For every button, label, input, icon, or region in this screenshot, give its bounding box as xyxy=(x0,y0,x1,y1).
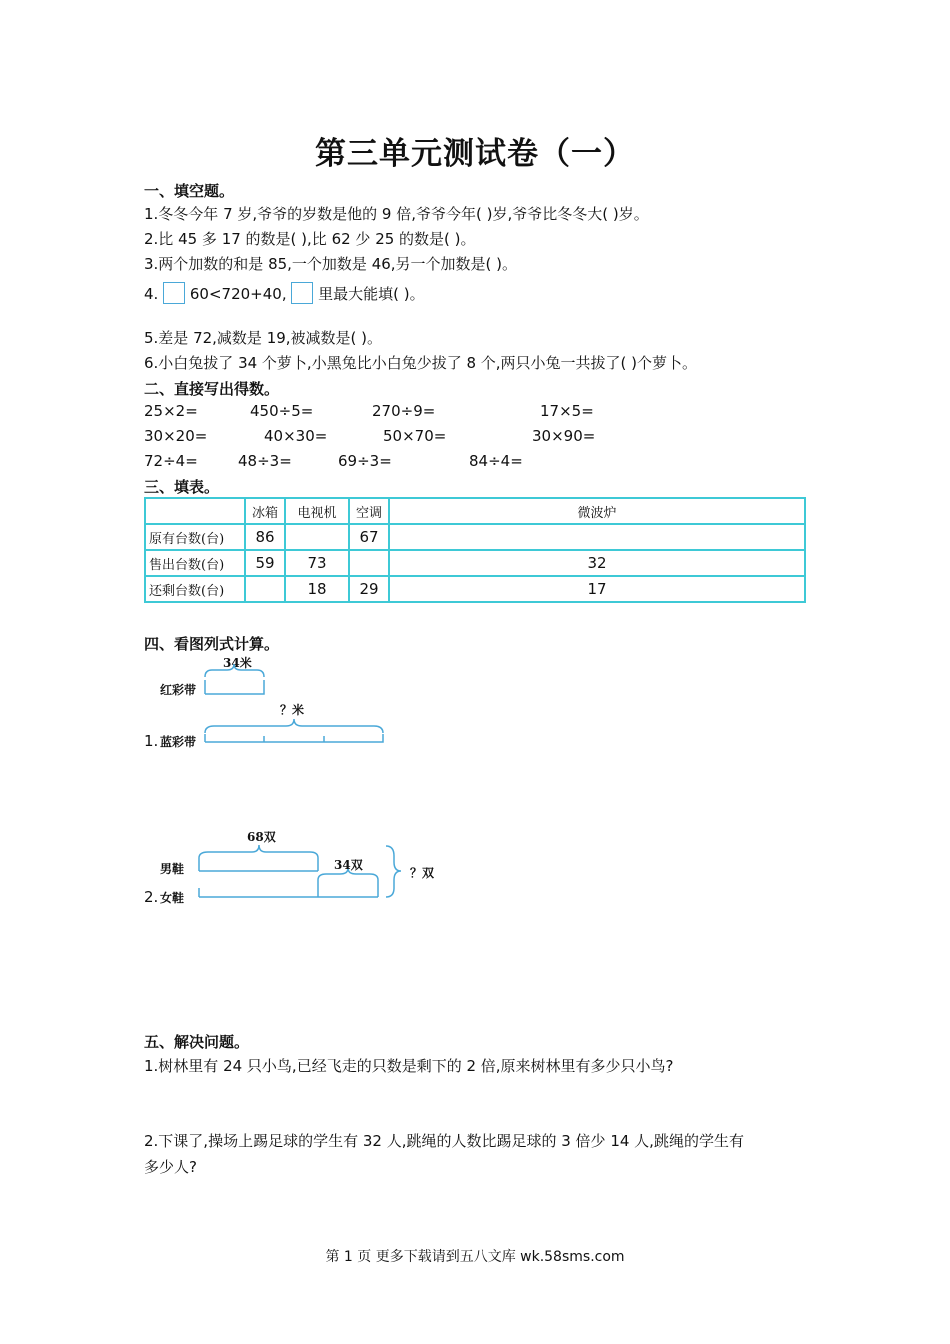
male-shoes-count: 68双 xyxy=(247,830,276,844)
blue-ribbon-bar xyxy=(205,734,383,742)
calc-item: 25×2= xyxy=(144,402,198,420)
blue-ribbon-brace xyxy=(205,719,383,733)
calc-item: 270÷9= xyxy=(372,402,436,420)
question-1-4-end: 里最大能填( )。 xyxy=(318,285,425,303)
total-count: ？双 xyxy=(410,866,435,880)
table-header-cell: 冰箱 xyxy=(245,498,285,524)
question-1-2: 2.比 45 多 17 的数是( ),比 62 少 25 的数是( )。 xyxy=(144,230,476,248)
difference-count: 34双 xyxy=(334,858,363,872)
table-cell: 18 xyxy=(285,576,349,602)
table-header-cell: 空调 xyxy=(349,498,389,524)
question-5-2-line-2: 多少人? xyxy=(144,1158,197,1176)
red-ribbon-bar xyxy=(205,680,264,694)
section-1-heading: 一、填空题。 xyxy=(144,182,235,200)
table-cell: 17 xyxy=(389,576,805,602)
table-row-label: 售出台数(台) xyxy=(145,550,245,576)
question-1-3: 3.两个加数的和是 85,一个加数是 46,另一个加数是( )。 xyxy=(144,255,518,273)
section-2-heading: 二、直接写出得数。 xyxy=(144,380,280,398)
question-1-6: 6.小白兔拔了 34 个萝卜,小黑兔比小白兔少拔了 8 个,两只小兔一共拔了( )个萝卜。 xyxy=(144,354,698,372)
total-brace xyxy=(386,846,401,897)
table-header-cell: 电视机 xyxy=(285,498,349,524)
calc-item: 50×70= xyxy=(383,427,447,445)
table-cell: 67 xyxy=(349,524,389,550)
table-cell: 86 xyxy=(245,524,285,550)
calc-item: 40×30= xyxy=(264,427,328,445)
calc-item: 48÷3= xyxy=(238,452,292,470)
diagram-1-number: 1. xyxy=(144,732,159,750)
calc-item: 17×5= xyxy=(540,402,594,420)
red-ribbon-length: 34米 xyxy=(223,656,252,670)
calc-item: 72÷4= xyxy=(144,452,198,470)
red-ribbon-brace xyxy=(205,664,264,677)
male-shoes-label: 男鞋 xyxy=(160,862,185,876)
red-ribbon-label: 红彩带 xyxy=(160,683,197,697)
table-cell: 73 xyxy=(285,550,349,576)
table-header-cell: 微波炉 xyxy=(389,498,805,524)
female-shoes-label: 女鞋 xyxy=(160,891,185,905)
table-row-label: 原有台数(台) xyxy=(145,524,245,550)
table-row-label: 还剩台数(台) xyxy=(145,576,245,602)
calc-item: 84÷4= xyxy=(469,452,523,470)
male-shoes-brace xyxy=(199,845,318,871)
section-4-heading: 四、看图列式计算。 xyxy=(144,635,280,653)
calc-item: 30×20= xyxy=(144,427,208,445)
diagram-2-number: 2. xyxy=(144,888,159,906)
table-cell: 59 xyxy=(245,550,285,576)
calc-item: 30×90= xyxy=(532,427,596,445)
table-cell: 29 xyxy=(349,576,389,602)
calc-item: 450÷5= xyxy=(250,402,314,420)
page-footer: 第 1 页 更多下载请到五八文库 wk.58sms.com xyxy=(325,1249,625,1265)
table-cell: 32 xyxy=(389,550,805,576)
blue-ribbon-length: ？米 xyxy=(280,703,305,717)
question-1-5: 5.差是 72,减数是 19,被减数是( )。 xyxy=(144,329,383,347)
question-1-4-number: 4. xyxy=(144,285,159,303)
question-5-1: 1.树林里有 24 只小鸟,已经飞走的只数是剩下的 2 倍,原来树林里有多少只小鸟? xyxy=(144,1057,674,1075)
question-5-2-line-1: 2.下课了,操场上踢足球的学生有 32 人,跳绳的人数比踢足球的 3 倍少 14 人,跳绳的学生有 xyxy=(144,1132,744,1150)
section-5-heading: 五、解决问题。 xyxy=(144,1033,250,1051)
blue-ribbon-label: 蓝彩带 xyxy=(160,735,197,749)
page-title: 第三单元测试卷（一） xyxy=(315,136,635,172)
question-1-4-middle: 60<720+40, xyxy=(189,285,287,303)
calc-item: 69÷3= xyxy=(338,452,392,470)
section-3-heading: 三、填表。 xyxy=(144,478,220,496)
question-1-1: 1.冬冬今年 7 岁,爷爷的岁数是他的 9 倍,爷爷今年( )岁,爷爷比冬冬大( )岁。 xyxy=(144,205,649,223)
